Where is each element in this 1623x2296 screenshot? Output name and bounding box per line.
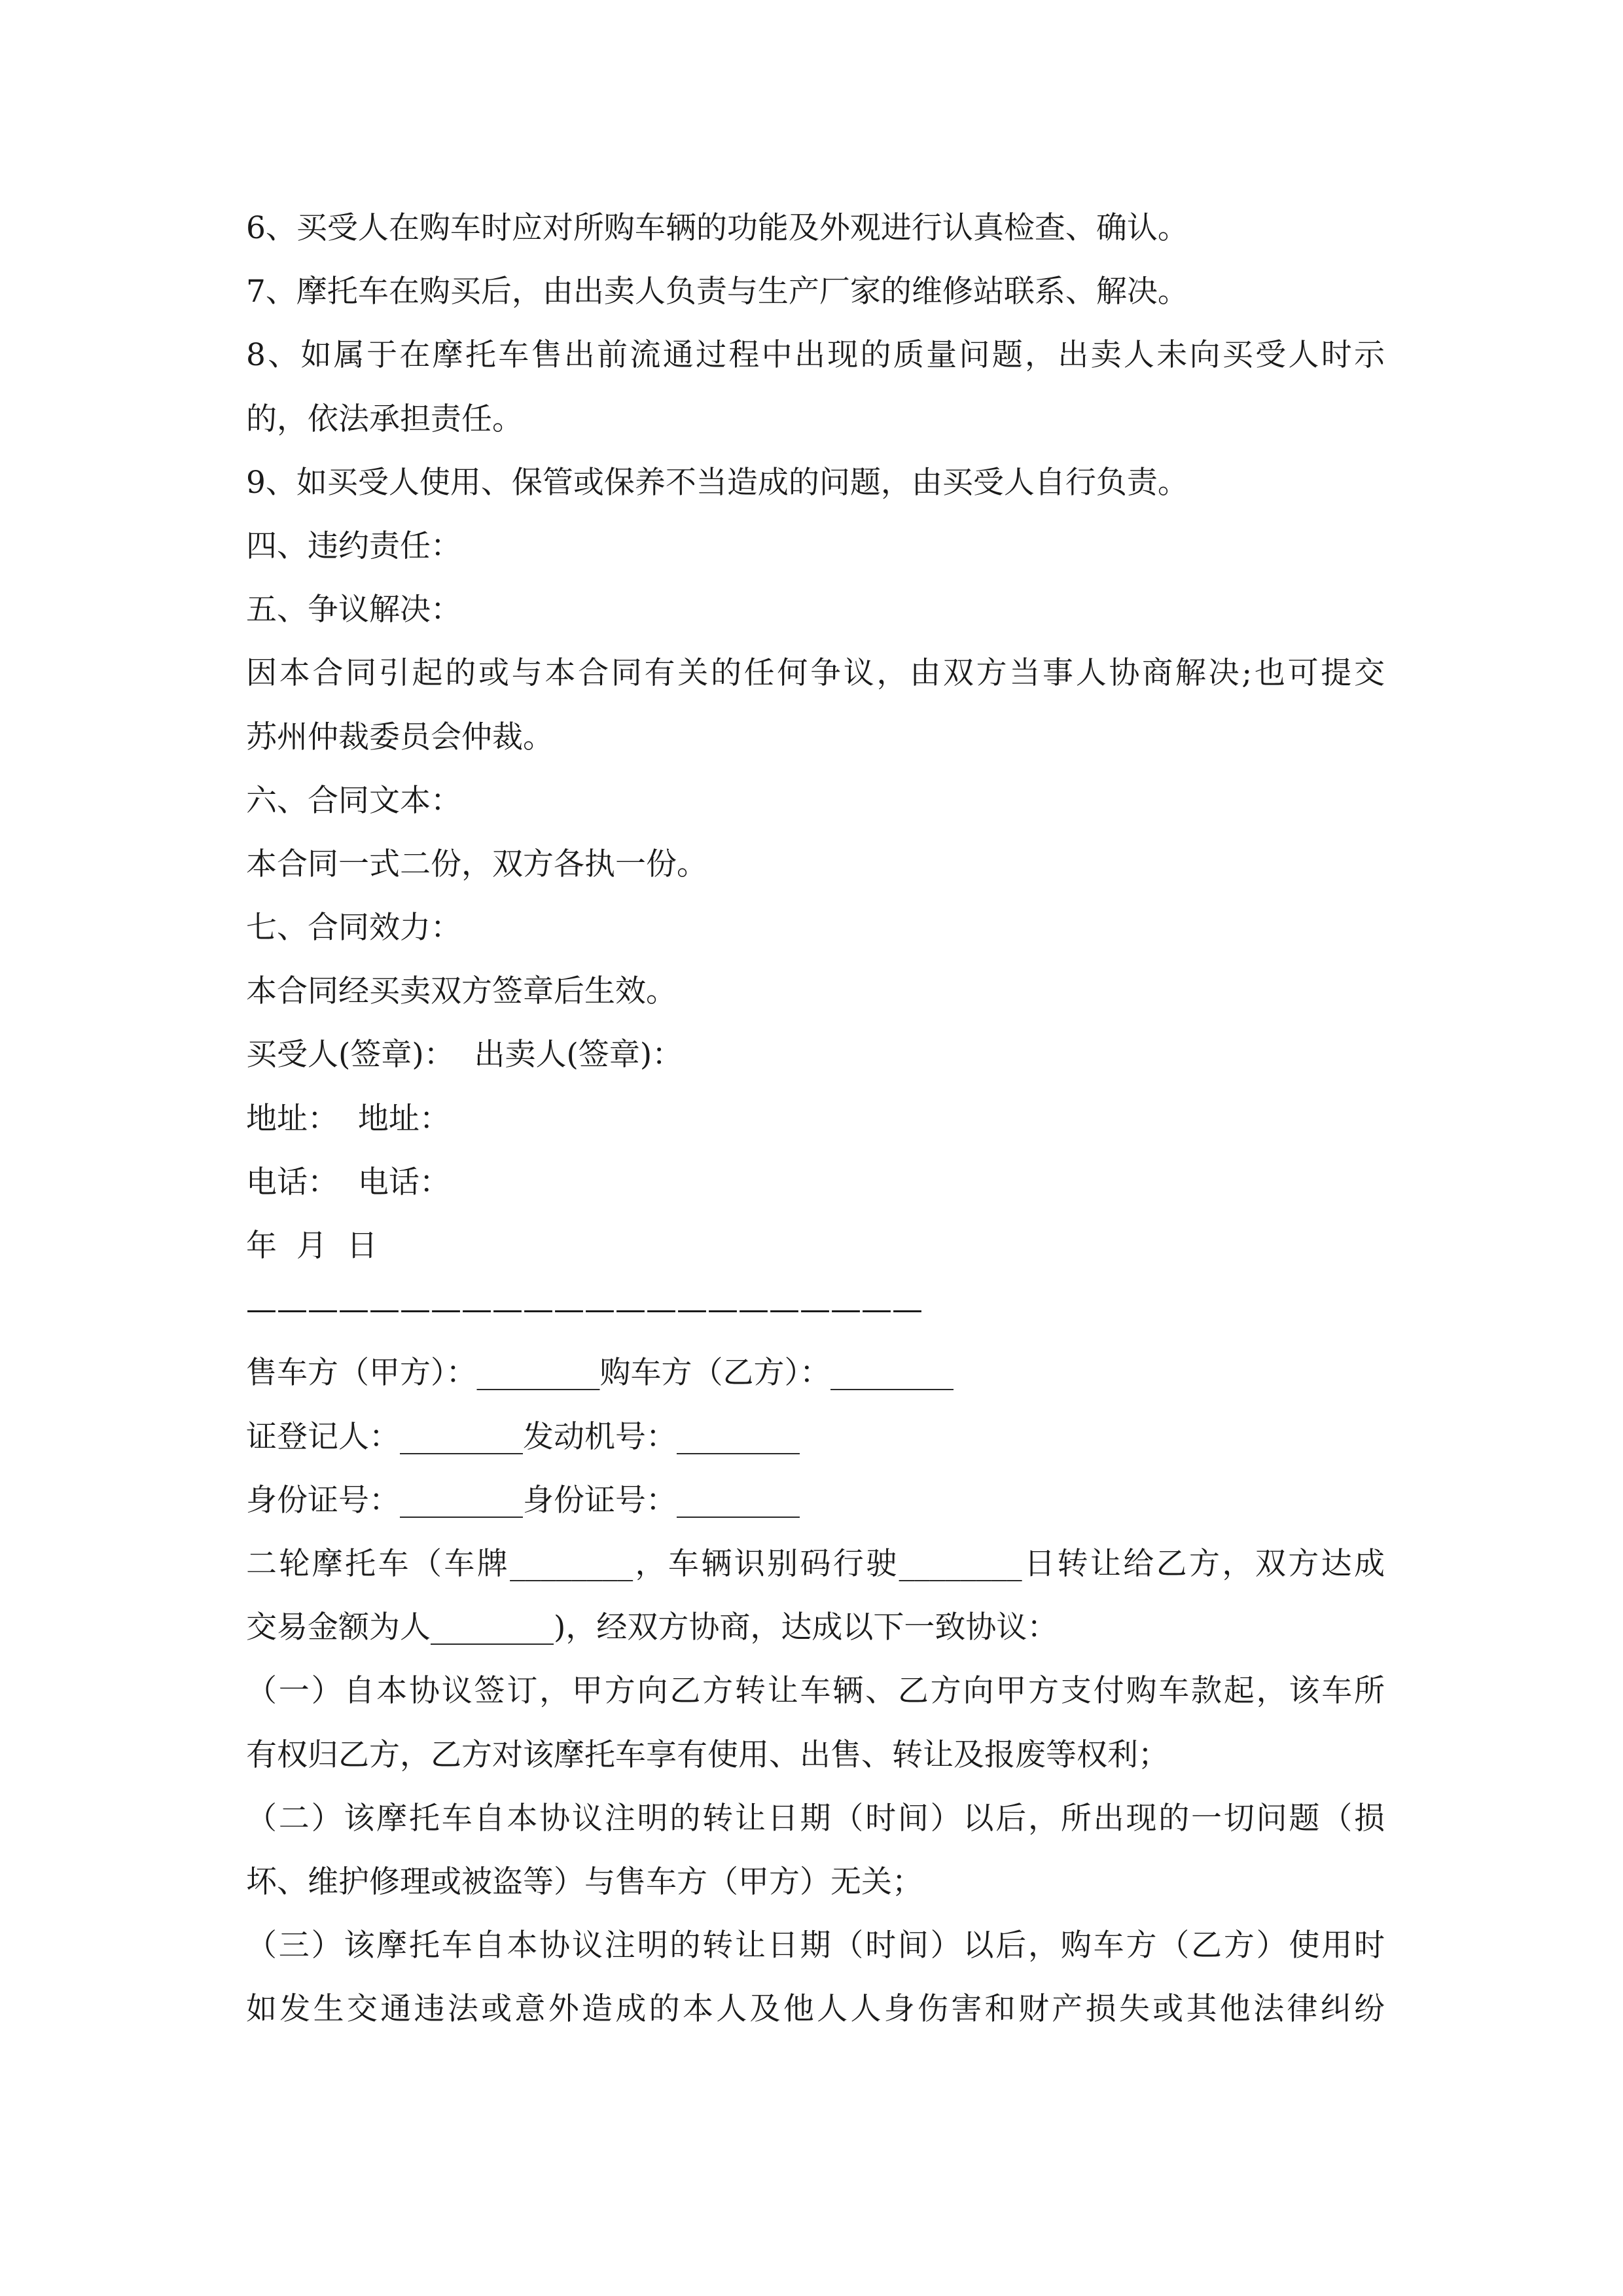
address-row: 地址： 地址： [246, 1100, 450, 1137]
phone-row: 电话： 电话： [246, 1164, 450, 1200]
id-number-row: 身份证号：________身份证号：________ [246, 1482, 800, 1518]
document-body [246, 196, 1385, 2041]
agreement-item-2-line-2: 坏、维护修理或被盗等）与售车方（甲方）无关； [246, 1863, 923, 1900]
vehicle-text-line-2: 交易金额为人________)，经双方协商，达成以下一致协议： [246, 1609, 1058, 1646]
agreement-item-3-line-1: （三）该摩托车自本协议注明的转让日期（时间）以后，购车方（乙方）使用时 [246, 1928, 1385, 1964]
date-row: 年 月 日 [246, 1228, 378, 1264]
agreement-item-1-line-2: 有权归乙方，乙方对该摩托车享有使用、出售、转让及报废等权利； [246, 1736, 1169, 1773]
section-heading-dispute: 五、争议解决： [246, 592, 461, 628]
clause-8-line-2: 的，依法承担责任。 [246, 401, 523, 437]
effect-text: 本合同经买卖双方签章后生效。 [246, 973, 677, 1010]
signature-row: 买受人(签章)： 出卖人(签章)： [246, 1037, 683, 1073]
clause-6: 6、买受人在购车时应对所购车辆的功能及外观进行认真检查、确认。 [246, 210, 1188, 246]
section-heading-breach: 四、违约责任： [246, 528, 461, 564]
clause-9: 9、如买受人使用、保管或保养不当造成的问题，由买受人自行负责。 [246, 464, 1188, 501]
section-heading-effect: 七、合同效力： [246, 910, 461, 946]
agreement-item-3-line-2: 如发生交通违法或意外造成的本人及他人人身伤害和财产损失或其他法律纠纷 [246, 1991, 1385, 2028]
parties-row: 售车方（甲方）：________购车方（乙方）：________ [246, 1355, 954, 1391]
registrant-row: 证登记人：________发动机号：________ [246, 1418, 800, 1455]
section-heading-copies: 六、合同文本： [246, 782, 461, 819]
clause-7: 7、摩托车在购买后，由出卖人负责与生产厂家的维修站联系、解决。 [246, 274, 1188, 310]
agreement-item-2-line-1: （二）该摩托车自本协议注明的转让日期（时间）以后，所出现的一切问题（损 [246, 1800, 1385, 1837]
clause-8-line-1: 8、如属于在摩托车售出前流通过程中出现的质量问题，出卖人未向买受人时示 [246, 337, 1385, 374]
separator-line: —————————————————————— [246, 1291, 923, 1328]
copies-text: 本合同一式二份，双方各执一份。 [246, 846, 707, 882]
dispute-text-line-1: 因本合同引起的或与本合同有关的任何争议，由双方当事人协商解决;也可提交 [246, 655, 1385, 692]
agreement-item-1-line-1: （一）自本协议签订，甲方向乙方转让车辆、乙方向甲方支付购车款起，该车所 [246, 1673, 1385, 1710]
vehicle-text-line-1: 二轮摩托车（车牌________，车辆识别码行驶________日转让给乙方，双方达成 [246, 1545, 1385, 1582]
dispute-text-line-2: 苏州仲裁委员会仲裁。 [246, 719, 554, 755]
